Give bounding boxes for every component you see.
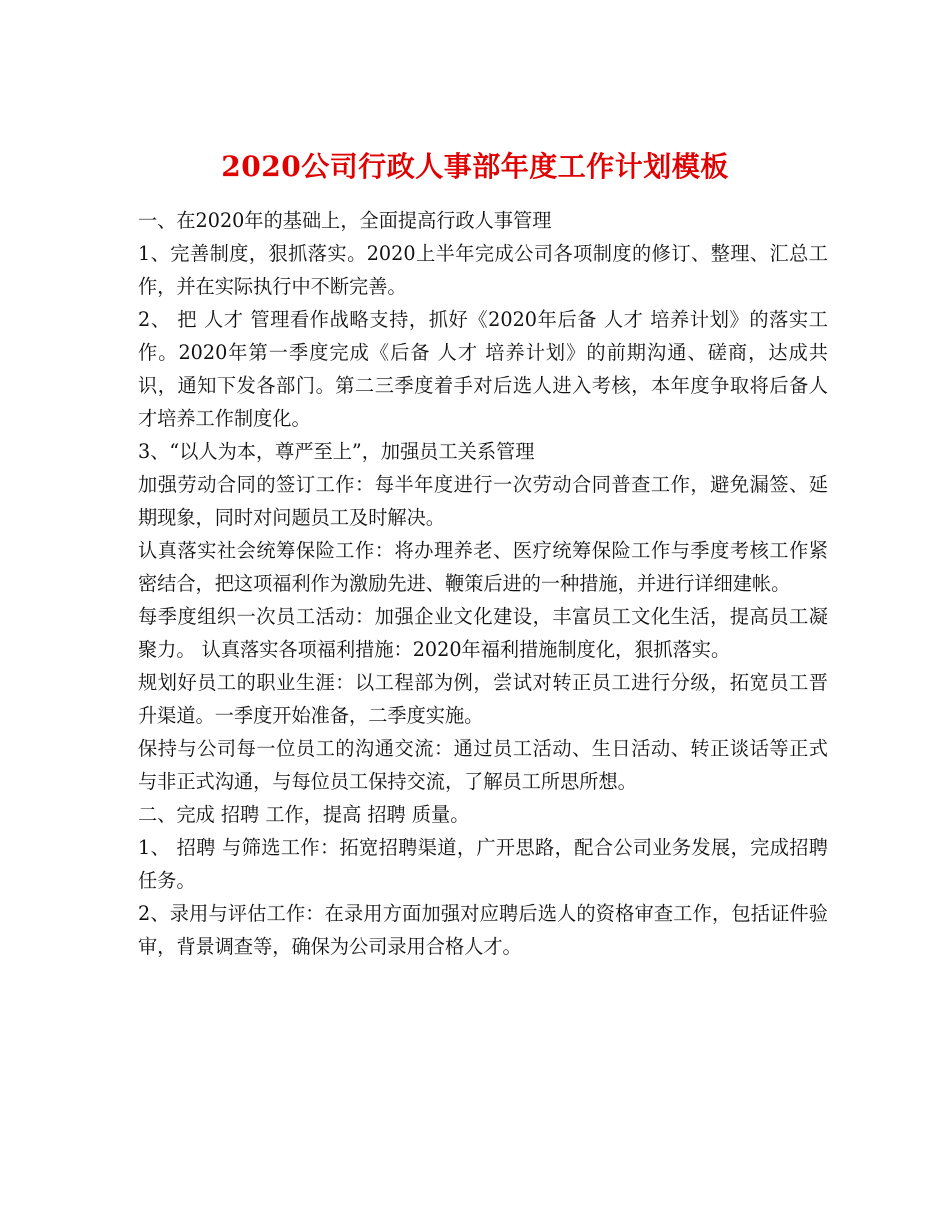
paragraph-2-2: 2、录用与评估工作：在录用方面加强对应聘后选人的资格审查工作，包括证件验审，背景调查等，确保为公司录用合格人才。	[138, 902, 828, 958]
heading-section-2: 二、完成 招聘 工作，提高 招聘 质量。	[138, 803, 470, 826]
document-body	[138, 204, 828, 963]
page-title: 2020公司行政人事部年度工作计划模板	[221, 149, 729, 183]
paragraph-communication: 保持与公司每一位员工的沟通交流：通过员工活动、生日活动、转正谈话等正式与非正式沟通，与每位员工保持交流，了解员工所思所想。	[138, 737, 828, 793]
paragraph-social-insurance: 认真落实社会统筹保险工作：将办理养老、医疗统筹保险工作与季度考核工作紧密结合，把这项福利作为激励先进、鞭策后进的一种措施，并进行详细建帐。	[138, 539, 828, 595]
paragraph-1-3: 3、“以人为本，尊严至上”，加强员工关系管理	[138, 440, 535, 463]
heading-section-1: 一、在2020年的基础上，全面提高行政人事管理	[138, 209, 552, 232]
paragraph-labor-contract: 加强劳动合同的签订工作：每半年度进行一次劳动合同普查工作，避免漏签、延期现象，同时对问题员工及时解决。	[138, 473, 828, 529]
paragraph-2-1: 1、 招聘 与筛选工作：拓宽招聘渠道，广开思路，配合公司业务发展，完成招聘任务。	[138, 836, 828, 892]
paragraph-career-planning: 规划好员工的职业生涯：以工程部为例，尝试对转正员工进行分级，拓宽员工晋升渠道。一季度开始准备，二季度实施。	[138, 671, 828, 727]
paragraph-1-2: 2、 把 人才 管理看作战略支持，抓好《2020年后备 人才 培养计划》的落实工作。2020年第一季度完成《后备 人才 培养计划》的前期沟通、磋商，达成共识，通知下发各部门。第二三季度着手对后选人进入考核，本年度争取将后备人才培养工作制度化。	[138, 308, 828, 430]
paragraph-1-1: 1、完善制度，狠抓落实。2020上半年完成公司各项制度的修订、整理、汇总工作，并在实际执行中不断完善。	[138, 242, 828, 298]
paragraph-employee-activity: 每季度组织一次员工活动：加强企业文化建设，丰富员工文化生活，提高员工凝聚力。 认真落实各项福利措施：2020年福利措施制度化，狠抓落实。	[138, 605, 828, 661]
